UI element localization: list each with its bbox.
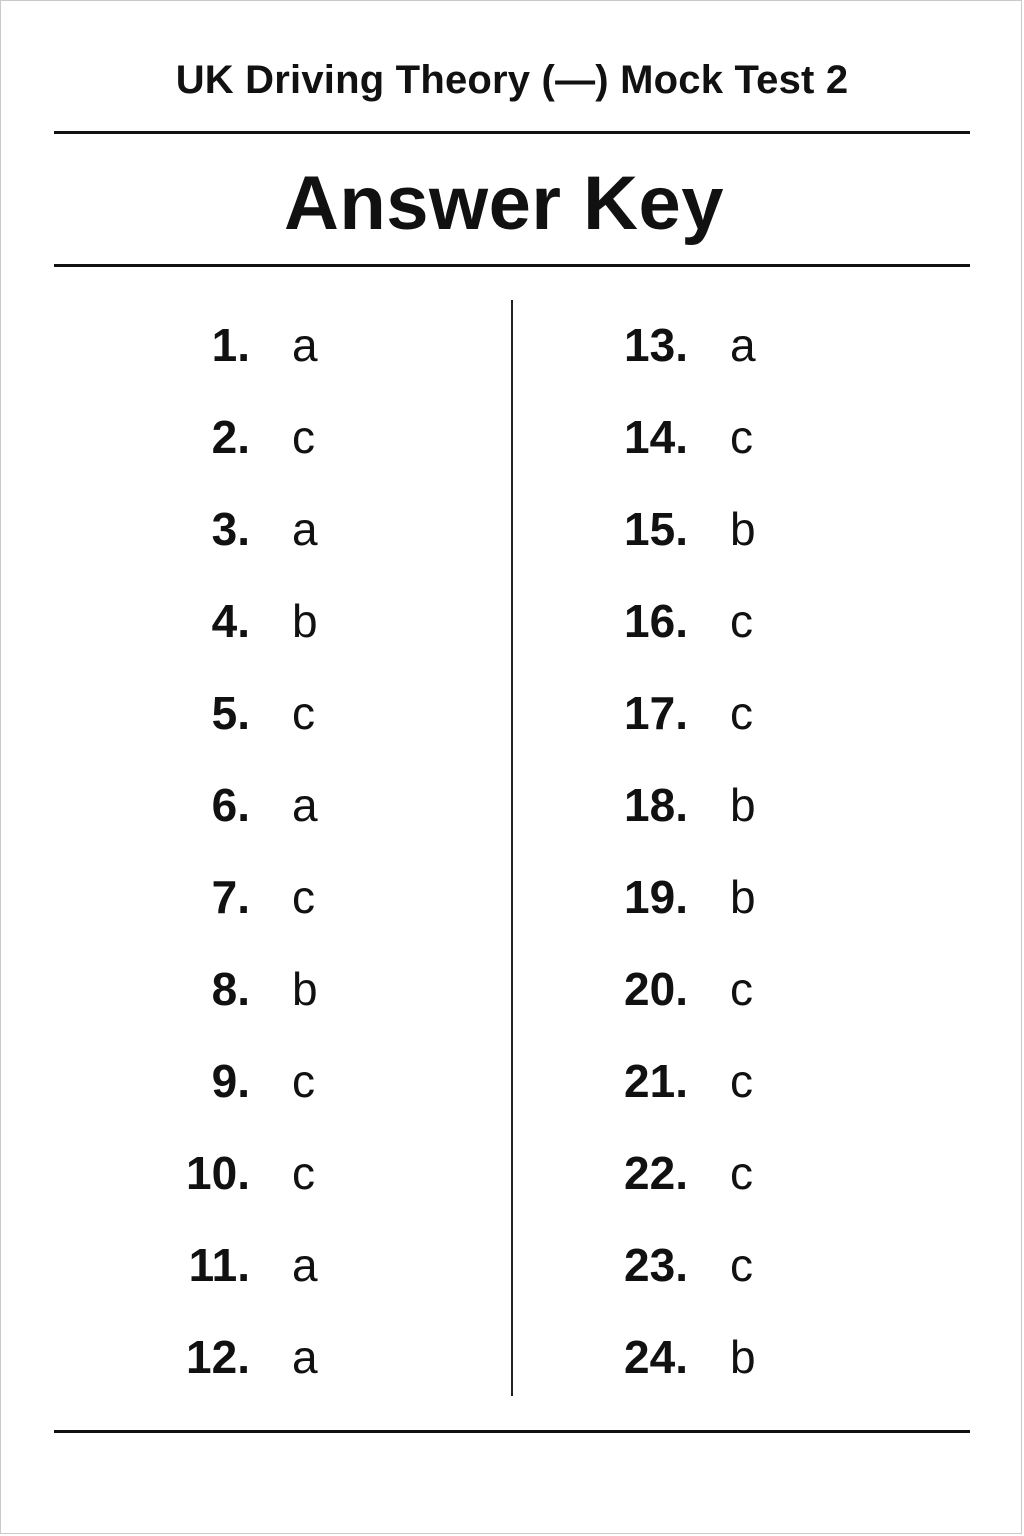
question-number: 19. (624, 871, 688, 923)
answer-letter: a (292, 503, 318, 555)
question-number: 3. (211, 503, 250, 555)
answer-letter: b (730, 779, 756, 831)
answer-row (0, 1218, 1024, 1310)
answer-letter: c (730, 1055, 753, 1107)
answer-letter: a (292, 319, 318, 371)
question-number: 4. (211, 595, 250, 647)
title-rule (54, 264, 970, 267)
answer-letter: c (730, 595, 753, 647)
answer-row (0, 390, 1024, 482)
question-number: 17. (624, 687, 688, 739)
answer-letter: b (730, 1331, 756, 1383)
question-number: 20. (624, 963, 688, 1015)
answer-row (0, 1310, 1024, 1402)
answer-list-right (0, 298, 1024, 1402)
question-number: 12. (186, 1331, 250, 1383)
question-number: 7. (211, 871, 250, 923)
question-number: 14. (624, 411, 688, 463)
question-number: 1. (211, 319, 250, 371)
answer-letter: c (292, 871, 315, 923)
question-number: 24. (624, 1331, 688, 1383)
question-number: 9. (211, 1055, 250, 1107)
question-number: 11. (188, 1239, 250, 1291)
answer-row (0, 758, 1024, 850)
answer-row (0, 1034, 1024, 1126)
question-number: 18. (624, 779, 688, 831)
answer-row (0, 574, 1024, 666)
answer-letter: c (292, 1147, 315, 1199)
answer-letter: c (730, 1239, 753, 1291)
answer-letter: b (730, 871, 756, 923)
answer-key-title: Answer Key (283, 161, 725, 246)
answer-letter: a (292, 1239, 318, 1291)
bottom-rule (54, 1430, 970, 1433)
answer-letter: b (292, 963, 318, 1015)
answer-row (0, 298, 1024, 390)
answer-row (0, 482, 1024, 574)
question-number: 6. (211, 779, 250, 831)
answer-row (0, 666, 1024, 758)
question-number: 15. (624, 503, 688, 555)
question-number: 5. (211, 687, 250, 739)
question-number: 2. (211, 411, 250, 463)
answer-letter: a (292, 1331, 318, 1383)
answer-row (0, 850, 1024, 942)
answer-row (0, 1126, 1024, 1218)
question-number: 16. (624, 595, 688, 647)
question-number: 10. (186, 1147, 250, 1199)
answer-letter: a (730, 319, 756, 371)
top-rule (54, 131, 970, 134)
answer-letter: c (730, 687, 753, 739)
answer-letter: c (292, 411, 315, 463)
question-number: 21. (624, 1055, 688, 1107)
question-number: 22. (624, 1147, 688, 1199)
answer-letter: c (292, 1055, 315, 1107)
answer-letter: b (292, 595, 318, 647)
answer-letter: c (292, 687, 315, 739)
document-subtitle: UK Driving Theory (—) Mock Test 2 (175, 58, 849, 102)
question-number: 8. (211, 963, 250, 1015)
answer-letter: b (730, 503, 756, 555)
question-number: 13. (624, 319, 688, 371)
answer-letter: c (730, 1147, 753, 1199)
answer-row (0, 942, 1024, 1034)
question-number: 23. (624, 1239, 688, 1291)
answer-letter: c (730, 411, 753, 463)
answer-letter: a (292, 779, 318, 831)
answer-letter: c (730, 963, 753, 1015)
